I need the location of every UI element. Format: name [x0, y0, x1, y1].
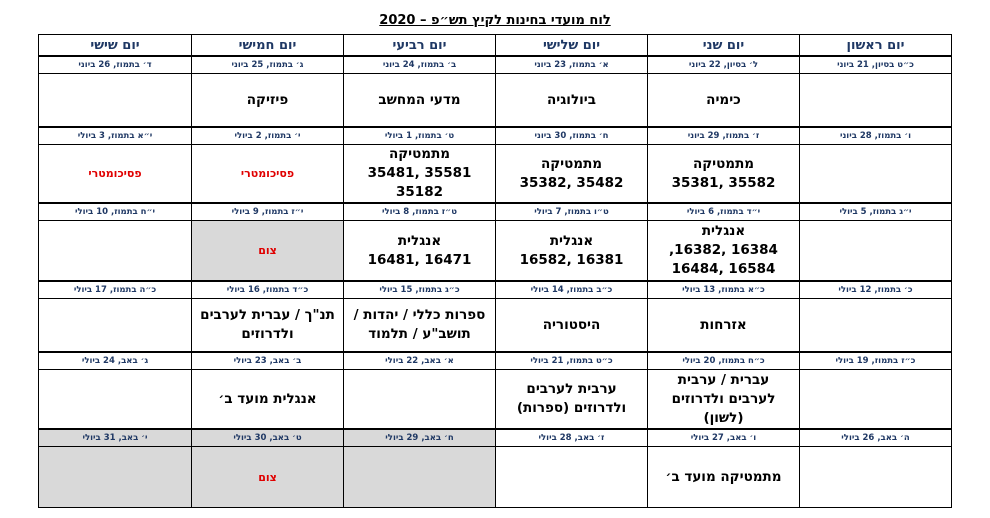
subject-cell	[800, 370, 952, 430]
day-header-monday: יום שני	[648, 35, 800, 57]
subject-cell	[496, 447, 648, 508]
subject-cell	[344, 370, 496, 430]
exam-subject: אנגלית 16384 ,16382, 16584 ,16484	[669, 223, 778, 277]
exam-subject: כימיה	[706, 91, 741, 108]
subject-cell	[800, 221, 952, 282]
date-cell: ט׳ באב, 30 ביולי	[192, 429, 344, 447]
date-row	[39, 352, 952, 370]
date-cell: ה׳ באב, 26 ביולי	[800, 429, 952, 447]
date-cell: י״ז בתמוז, 9 ביולי	[192, 203, 344, 221]
date-cell: ט״ו בתמוז, 7 ביולי	[496, 203, 648, 221]
date-cell: כ״ה בתמוז, 17 ביולי	[39, 281, 192, 299]
day-header-friday: יום שישי	[39, 35, 192, 57]
exam-subject: אנגלית מועד ב׳	[218, 390, 317, 407]
subject-cell	[648, 370, 800, 430]
date-cell: כ״ד בתמוז, 16 ביולי	[192, 281, 344, 299]
subject-cell	[39, 145, 192, 204]
date-cell: כ׳ בתמוז, 12 ביולי	[800, 281, 952, 299]
date-cell: ו׳ באב, 27 ביולי	[648, 429, 800, 447]
exam-subject: תנ"ך / עברית לערבים ולדרוזים	[200, 307, 335, 342]
subject-cell	[648, 299, 800, 353]
date-cell: י׳ באב, 31 ביולי	[39, 429, 192, 447]
date-cell: י״ח בתמוז, 10 ביולי	[39, 203, 192, 221]
subject-cell	[192, 370, 344, 430]
subject-cell	[192, 74, 344, 128]
date-cell: א׳ באב, 22 ביולי	[344, 352, 496, 370]
subject-cell	[344, 74, 496, 128]
exam-schedule-table	[38, 34, 952, 508]
date-cell: ח׳ באב, 29 ביולי	[344, 429, 496, 447]
subject-cell	[344, 145, 496, 204]
date-row	[39, 203, 952, 221]
subject-cell	[344, 447, 496, 508]
date-cell: כ״ג בתמוז, 15 ביולי	[344, 281, 496, 299]
subject-row	[39, 221, 952, 282]
exam-subject: פסיכומטרי	[88, 167, 142, 180]
page-title: לוח מועדי בחינות לקיץ תש״פ – 2020	[379, 13, 611, 28]
date-cell: ד׳ בתמוז, 26 ביוני	[39, 56, 192, 74]
exam-subject: פיזיקה	[246, 91, 289, 108]
date-cell: ז׳ באב, 28 ביולי	[496, 429, 648, 447]
subject-cell	[39, 74, 192, 128]
exam-subject: היסטוריה	[542, 316, 601, 333]
exam-subject: מדעי המחשב	[378, 91, 461, 108]
subject-cell	[496, 221, 648, 282]
exam-subject: ספרות כללי / יהדות / תושב"ע / תלמוד	[353, 307, 486, 342]
date-cell: כ״ח בתמוז, 20 ביולי	[648, 352, 800, 370]
subject-cell	[39, 221, 192, 282]
date-row	[39, 56, 952, 74]
subject-cell	[496, 299, 648, 353]
date-row	[39, 429, 952, 447]
exam-subject: מתמטיקה 35581 ,35481 35182	[367, 146, 472, 200]
exam-subject: עברית / ערבית לערבים ולדרוזים (לשון)	[671, 371, 776, 426]
exam-subject: צום	[258, 470, 277, 484]
subject-cell	[192, 299, 344, 353]
exam-subject: אנגלית 16471 ,16481	[367, 232, 472, 268]
subject-cell	[648, 447, 800, 508]
subject-row	[39, 145, 952, 204]
day-header-row	[39, 35, 952, 57]
date-cell: י״ד בתמוז, 6 ביולי	[648, 203, 800, 221]
subject-cell	[648, 221, 800, 282]
subject-row	[39, 370, 952, 430]
date-cell: כ״א בתמוז, 13 ביולי	[648, 281, 800, 299]
date-cell: י״א בתמוז, 3 ביולי	[39, 127, 192, 145]
date-row	[39, 127, 952, 145]
subject-cell	[800, 447, 952, 508]
exam-subject: מתמטיקה מועד ב׳	[665, 468, 782, 485]
subject-cell	[648, 145, 800, 204]
exam-subject: צום	[258, 244, 277, 257]
subject-cell	[344, 299, 496, 353]
subject-cell	[648, 74, 800, 128]
date-cell: י׳ בתמוז, 2 ביולי	[192, 127, 344, 145]
subject-row	[39, 74, 952, 128]
date-cell: ל׳ בסיון, 22 ביוני	[648, 56, 800, 74]
exam-subject: מתמטיקה 35582 ,35381	[671, 155, 776, 191]
date-cell: ט״ז בתמוז, 8 ביולי	[344, 203, 496, 221]
date-cell: ז׳ בתמוז, 29 ביוני	[648, 127, 800, 145]
day-header-tuesday: יום שלישי	[496, 35, 648, 57]
subject-cell	[800, 299, 952, 353]
exam-subject: אזרחות	[700, 316, 747, 333]
subject-cell	[344, 221, 496, 282]
date-cell: ו׳ בתמוז, 28 ביוני	[800, 127, 952, 145]
subject-cell	[39, 299, 192, 353]
date-cell: י״ג בתמוז, 5 ביולי	[800, 203, 952, 221]
date-cell: ט׳ בתמוז, 1 ביולי	[344, 127, 496, 145]
exam-subject: פסיכומטרי	[240, 167, 295, 180]
subject-cell	[800, 74, 952, 128]
date-cell: כ״ט בתמוז, 21 ביולי	[496, 352, 648, 370]
date-row	[39, 281, 952, 299]
date-cell: כ״ב בתמוז, 14 ביולי	[496, 281, 648, 299]
date-cell: א׳ בתמוז, 23 ביוני	[496, 56, 648, 74]
subject-cell	[496, 74, 648, 128]
date-cell: ב׳ באב, 23 ביולי	[192, 352, 344, 370]
subject-cell	[496, 145, 648, 204]
subject-cell	[800, 145, 952, 204]
exam-subject: מתמטיקה 35482 ,35382	[519, 155, 624, 191]
date-cell: ב׳ בתמוז, 24 ביוני	[344, 56, 496, 74]
exam-subject: ערבית לערבים ולדרוזים (ספרות)	[516, 381, 627, 416]
exam-subject: ביולוגיה	[547, 91, 596, 108]
day-header-thursday: יום חמישי	[192, 35, 344, 57]
day-header-sunday: יום ראשון	[800, 35, 952, 57]
subject-cell	[192, 221, 344, 282]
day-header-wednesday: יום רביעי	[344, 35, 496, 57]
date-cell: ג׳ באב, 24 ביולי	[39, 352, 192, 370]
subject-cell	[192, 447, 344, 508]
exam-subject: אנגלית 16381 ,16582	[519, 232, 624, 268]
subject-cell	[496, 370, 648, 430]
subject-row	[39, 299, 952, 353]
subject-cell	[39, 447, 192, 508]
subject-cell	[39, 370, 192, 430]
date-cell: ח׳ בתמוז, 30 ביוני	[496, 127, 648, 145]
date-cell: ג׳ בתמוז, 25 ביוני	[192, 56, 344, 74]
subject-row	[39, 447, 952, 508]
date-cell: כ״ז בתמוז, 19 ביולי	[800, 352, 952, 370]
date-cell: כ״ט בסיון, 21 ביוני	[800, 56, 952, 74]
subject-cell	[192, 145, 344, 204]
